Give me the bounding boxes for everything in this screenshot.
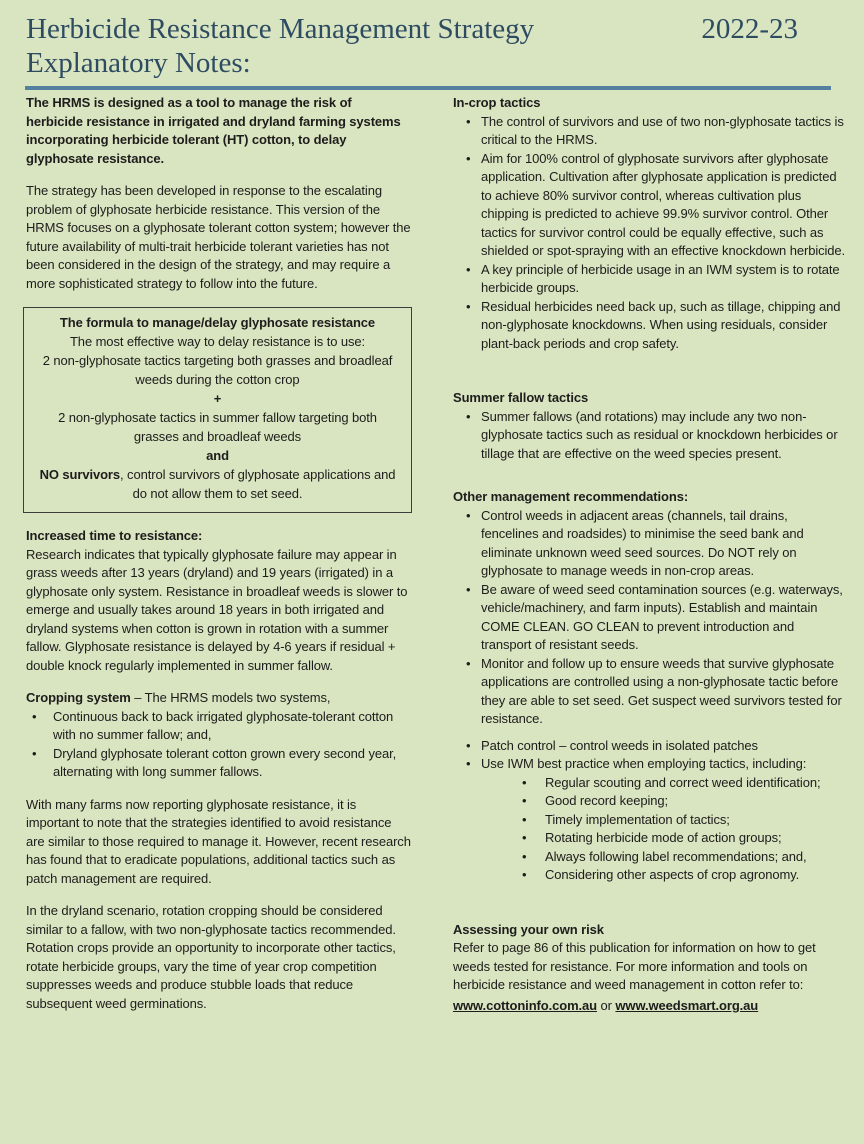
bullet-icon (516, 811, 545, 830)
list-item (26, 745, 412, 782)
list-item (453, 655, 848, 729)
sub-list-item-text: Rotating herbicide mode of action groups; (545, 830, 782, 845)
increased-time-heading: Increased time to resistance: (26, 528, 203, 543)
other-recommendations-heading: Other management recommendations: (453, 489, 689, 504)
sub-list-item (453, 848, 848, 867)
bullet-icon (453, 261, 481, 298)
cropping-system-heading-rest: – The HRMS models two systems, (130, 690, 331, 705)
list-item (26, 708, 412, 745)
other-recommendations-section (453, 488, 848, 885)
sub-list-item (453, 774, 848, 793)
two-column-body (26, 94, 848, 1027)
page-title-line1: Herbicide Resistance Management Strategy (26, 13, 535, 45)
sub-list-item (453, 792, 848, 811)
intro-paragraph-bold: The HRMS is designed as a tool to manage the risk of herbicide resistance in irrigated and dryland farming systems incorporating herbicide tolerant (HT) cotton, to delay glyphosate resistance. (26, 95, 401, 166)
bullet-icon (453, 298, 481, 354)
header-divider (25, 86, 831, 90)
page-title (26, 12, 534, 80)
bullet-icon (453, 408, 481, 464)
right-column (453, 94, 848, 1027)
formula-box-title: The formula to manage/delay glyphosate resistance (59, 315, 376, 330)
list-item-text: Be aware of weed seed contamination sources (e.g. waterways, vehicle/machinery, and farm inputs). Establish and maintain COME CLEAN. GO CLEAN to prevent introduction and transport of resistant seeds. (481, 581, 843, 652)
increased-time-section (26, 527, 412, 675)
sub-list-item-text: Considering other aspects of crop agronomy. (545, 867, 800, 882)
list-item-text: A key principle of herbicide usage in an IWM system is to rotate herbicide groups. (481, 261, 840, 295)
summer-fallow-heading: Summer fallow tactics (453, 390, 589, 405)
list-item (453, 408, 848, 464)
cottoninfo-link[interactable]: www.cottoninfo.com.au (453, 997, 598, 1013)
assessing-risk-paragraph: Refer to page 86 of this publication for information on how to get weeds tested for resistance. For more information and tools on herbicide resistance and weed management in cotton refer to: (453, 940, 816, 992)
list-item (453, 261, 848, 298)
bullet-icon (516, 866, 545, 885)
farms-paragraph: With many farms now reporting glyphosate resistance, it is important to note that the strategies identified to avoid resistance are similar to those required to manage it. However, recent research has found that to eradicate populations, additional tactics such as patch management are required. (26, 796, 411, 886)
formula-box (23, 307, 412, 513)
formula-box-and: and (206, 448, 229, 463)
bullet-icon (516, 774, 545, 793)
link-separator: or (597, 997, 616, 1013)
list-item-text: Use IWM best practice when employing tactics, including: (481, 756, 807, 771)
bullet-icon (453, 150, 481, 261)
dryland-paragraph: In the dryland scenario, rotation cropping should be considered similar to a fallow, with two non-glyphosate tactics recommended. Rotation crops provide an opportunity to incorporate other tactics, rotate herbicide groups, vary the time of year crop competition suppresses weeds and produce stubble loads that reduce subsequent weed germinations. (26, 903, 396, 1011)
page-title-line2: Explanatory Notes: (26, 47, 251, 79)
formula-box-line4-rest: , control survivors of glyphosate applications and do not allow them to set seed. (120, 467, 396, 501)
bullet-icon (453, 113, 481, 150)
sub-list-item-text: Good record keeping; (545, 793, 669, 808)
list-item-text: Aim for 100% control of glyphosate survivors after glyphosate application. Cultivation after glyphosate application is predicted to achieve 80% survivor control, whereas cultivation plus chipping is predicted to achieve 99.9% survivor control. Other tactics for survivor control could be equally effective, such as shielded or spot-spraying with an effective knockdown herbicide. (481, 150, 846, 258)
list-item (453, 737, 848, 756)
list-item-text: Summer fallows (and rotations) may include any two non-glyphosate tactics such as residual or knockdown herbicides or tillage that are effective on the weed species present. (481, 408, 838, 461)
bullet-icon (26, 708, 53, 745)
summer-fallow-section (453, 389, 848, 463)
formula-box-line1: The most effective way to delay resistance is to use: (69, 334, 366, 349)
bullet-icon (516, 829, 545, 848)
assessing-risk-section (453, 921, 848, 1016)
list-item-text: Continuous back to back irrigated glyphosate-tolerant cotton with no summer fallow; and, (53, 708, 394, 742)
formula-box-line4 (34, 465, 401, 503)
bullet-icon (453, 755, 481, 774)
bullet-icon (453, 737, 481, 756)
list-item (453, 507, 848, 581)
bullet-icon (26, 745, 53, 782)
formula-box-line2: 2 non-glyphosate tactics targeting both grasses and broadleaf weeds during the cotton crop (42, 353, 393, 387)
formula-box-no-survivors: NO survivors (39, 467, 121, 482)
links-line (453, 997, 848, 1016)
sub-list-item (453, 829, 848, 848)
list-item (453, 298, 848, 354)
bullet-icon (453, 655, 481, 729)
bullet-icon (453, 581, 481, 655)
list-item-text: Monitor and follow up to ensure weeds that survive glyphosate applications are controlled using a non-glyphosate tactic before they are able to set seed. Get suspect weed survivors tested for resistance. (481, 655, 842, 726)
left-column (26, 94, 412, 1027)
cropping-system-heading (26, 689, 412, 708)
sub-list-item-text: Timely implementation of tactics; (545, 811, 730, 827)
page-header (26, 12, 848, 80)
sub-list-item-text: Always following label recommendations; and, (545, 848, 807, 864)
list-item (453, 755, 848, 774)
bullet-icon (516, 848, 545, 867)
list-item-text: The control of survivors and use of two non-glyphosate tactics is critical to the HRMS. (481, 113, 844, 147)
list-item (453, 113, 848, 150)
list-item-text: Dryland glyphosate tolerant cotton grown every second year, alternating with long summer fallows. (53, 745, 397, 779)
bullet-icon (453, 507, 481, 581)
sub-list-item-text: Regular scouting and correct weed identification; (545, 774, 821, 790)
increased-time-paragraph: Research indicates that typically glyphosate failure may appear in grass weeds after 13 years (dryland) and 19 years (irrigated) in a glyphosate only system. Resistance in broadleaf weeds is slower to emerge and usually takes around 18 years in both irrigated and dryland systems when cotton is grown in rotation with a summer fallow. Glyphosate resistance is delayed by 4-6 years if residual + double knock regularly implemented in summer fallow. (26, 546, 408, 673)
bullet-icon (516, 792, 545, 811)
cropping-system-heading-bold: Cropping system (26, 690, 131, 705)
list-item-text: Residual herbicides need back up, such as tillage, chipping and non-glyphosate knockdowns. When using residuals, consider plant-back periods and crop safety. (481, 298, 841, 351)
formula-box-plus: + (213, 391, 222, 406)
list-item (453, 581, 848, 655)
weedsmart-link[interactable]: www.weedsmart.org.au (615, 997, 759, 1013)
intro-paragraph: The strategy has been developed in response to the escalating problem of glyphosate herbicide resistance. This version of the HRMS focuses on a glyphosate tolerant cotton system; however the future availability of multi-trait herbicide tolerant varieties has not been considered in the design of the strategy, and may require a more sophisticated strategy to follow into the future. (26, 183, 411, 291)
year-label: 2022-23 (701, 13, 798, 45)
list-item-text: Patch control – control weeds in isolated patches (481, 737, 758, 753)
list-item (453, 150, 848, 261)
formula-box-line3: 2 non-glyphosate tactics in summer fallow targeting both grasses and broadleaf weeds (58, 410, 377, 444)
list-item-text: Control weeds in adjacent areas (channels, tail drains, fencelines and roadsides) to minimise the seed bank and eliminate unknown weed seed sources. Do NOT rely on glyphosate to manage weeds in non-crop areas. (481, 507, 804, 578)
incrop-tactics-section (453, 94, 848, 353)
incrop-tactics-heading: In-crop tactics (453, 95, 541, 110)
sub-list-item (453, 866, 848, 885)
sub-list-item (453, 811, 848, 830)
cropping-system-section (26, 689, 412, 782)
assessing-risk-heading: Assessing your own risk (453, 921, 604, 937)
